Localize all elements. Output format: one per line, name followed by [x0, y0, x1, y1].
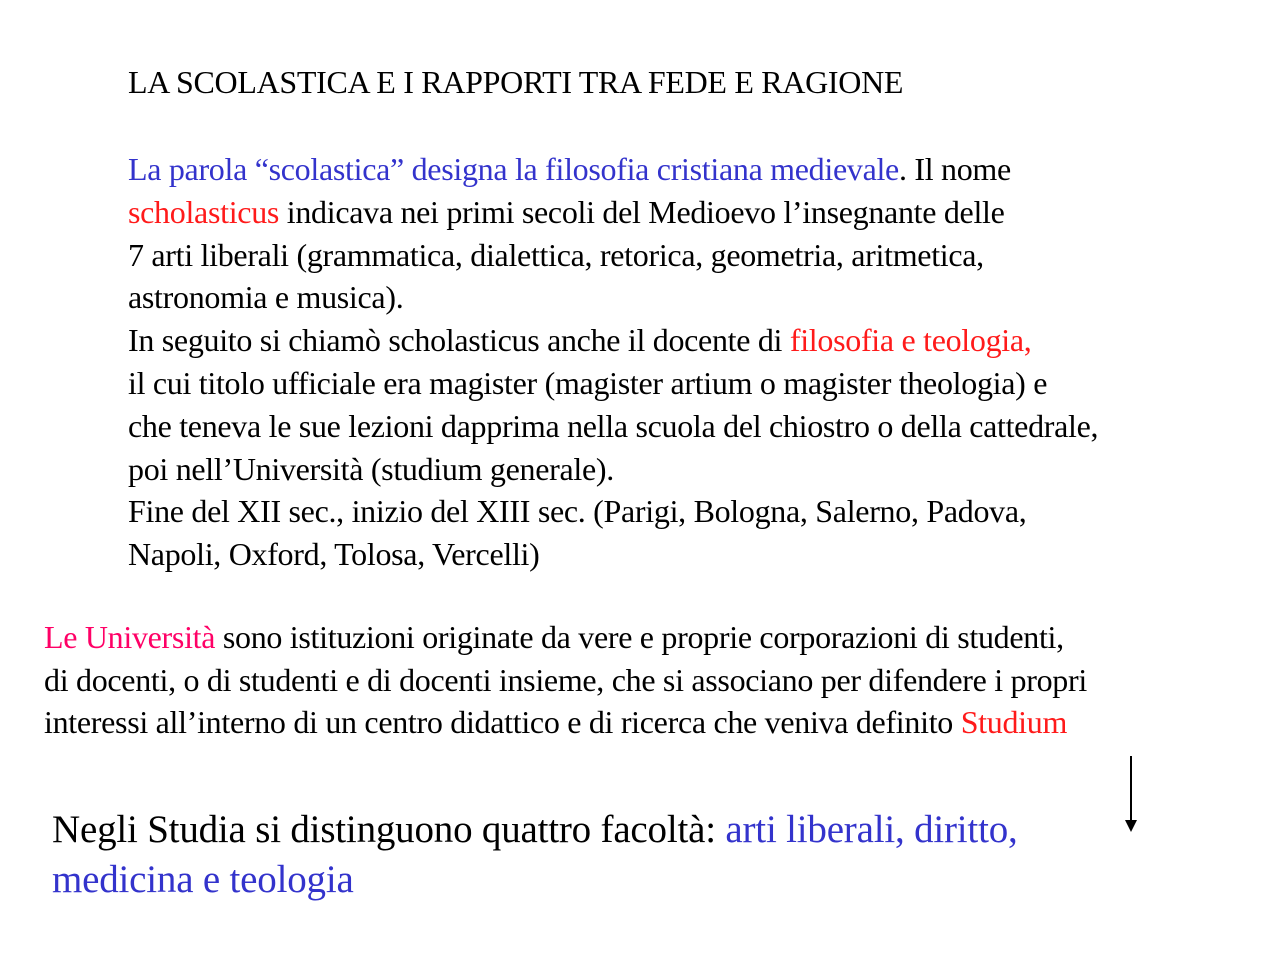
- para1-line-10: Napoli, Oxford, Tolosa, Vercelli): [128, 536, 540, 573]
- facolta-list-part2: medicina e teologia: [52, 858, 354, 901]
- para2-line-3: [44, 701, 1264, 744]
- para1-line-5-start: In seguito si chiamò scholasticus anche il docente di: [128, 322, 790, 359]
- scolastica-definition: La parola “scolastica” designa la filosofia cristiana medievale: [128, 151, 899, 187]
- para1-line-8: poi nell’Università (studium generale).: [128, 450, 614, 487]
- universita-paragraph: [44, 616, 1264, 744]
- scholasticus-term: scholasticus: [128, 193, 280, 230]
- para2-line-3-start: interessi all’interno di un centro didattico e di ricerca che veniva definito: [44, 704, 961, 740]
- universita-term: Le Università: [44, 619, 216, 655]
- para1-line-6: il cui titolo ufficiale era magister (magister artium o magister theologia) e: [128, 364, 1048, 401]
- para2-line-1: [44, 616, 1264, 659]
- para2-line-2: di docenti, o di studenti e di docenti insieme, che si associano per difendere i propri: [44, 661, 1087, 698]
- para3-line-1-start: Negli Studia si distinguono quattro facoltà:: [52, 808, 726, 851]
- para2-line-1-rest: sono istituzioni originate da vere e proprie corporazioni di studenti,: [215, 619, 1064, 655]
- scolastica-paragraph: [128, 148, 1258, 576]
- studium-term: Studium: [960, 704, 1068, 740]
- facolta-paragraph: [52, 805, 1202, 905]
- para1-line-3: 7 arti liberali (grammatica, dialettica, retorica, geometria, aritmetica,: [128, 236, 984, 273]
- slide-title: LA SCOLASTICA E I RAPPORTI TRA FEDE E RAGIONE: [128, 64, 904, 100]
- para1-line-5: [128, 319, 1258, 362]
- para1-line-2-rest: indicava nei primi secoli del Medioevo l’insegnante delle: [279, 193, 1005, 230]
- para1-line-4: astronomia e musica).: [128, 279, 404, 316]
- facolta-list-part1: arti liberali, diritto,: [725, 808, 1018, 851]
- para1-line-9: Fine del XII sec., inizio del XIII sec. (Parigi, Bologna, Salerno, Padova,: [128, 493, 1027, 530]
- para1-line-7: che teneva le sue lezioni dapprima nella scuola del chiostro o della cattedrale,: [128, 407, 1099, 444]
- para1-line-1-rest: . Il nome: [898, 151, 1011, 187]
- para1-line-1: [128, 148, 1258, 191]
- para3-line-1: [52, 805, 1202, 855]
- para1-line-2: [128, 191, 1258, 234]
- filosofia-teologia-term: filosofia e teologia,: [789, 322, 1032, 359]
